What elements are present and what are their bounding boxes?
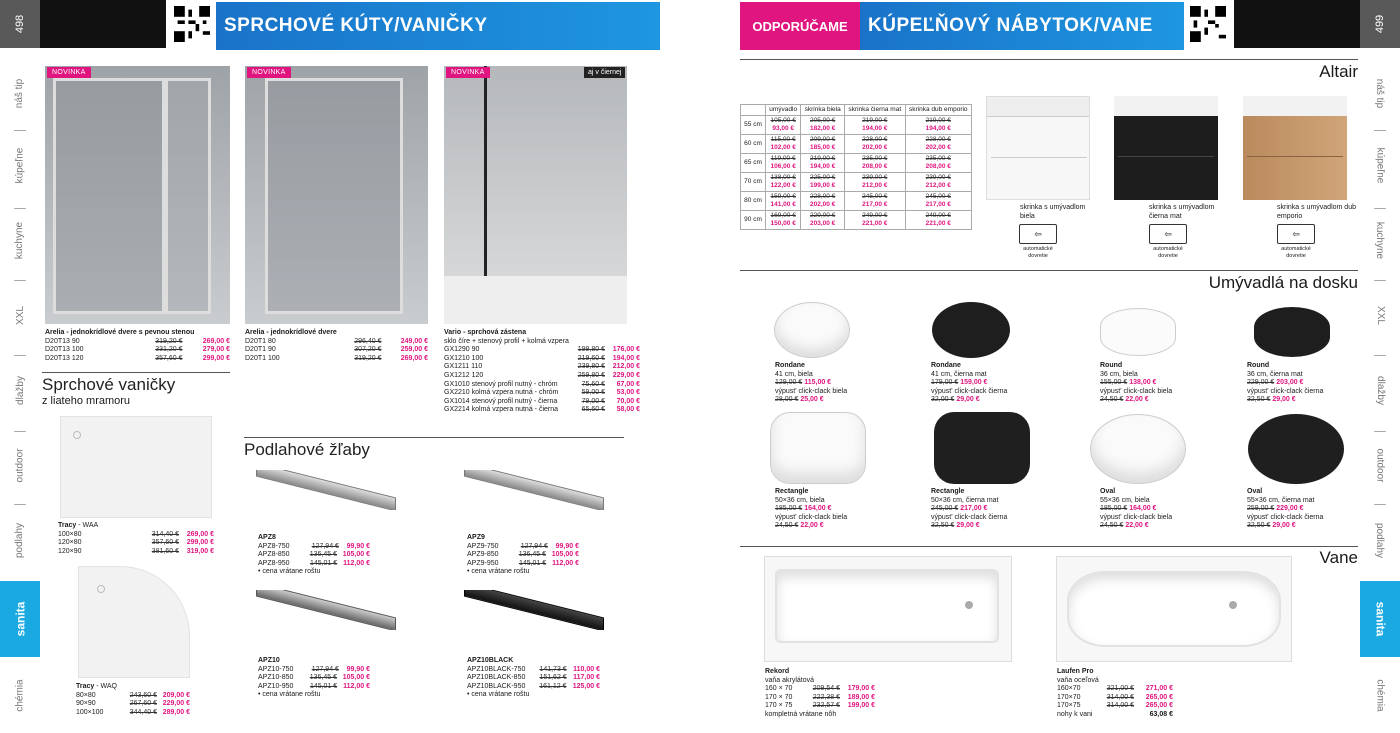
sidebar-item-xxl[interactable]: XXL [14,306,26,325]
product-image-laufen-pro [1056,556,1292,662]
product-info-tray-waq: Tracy - WAQ 80×80 243,60 € 209,00 € 90×90 267,60 € 229,00 € 100×100 344,40 € 289,00 € [76,683,190,716]
altair-price-table: umývadlo skrinka biela skrinka čierna mat skrinka dub emporio 55 cm 105,00 € 93,00 € 205,00 € 182,00 € 219,00 € 194,00 € 219,00 € 194,00 € 60 cm 115,00 € 102,00 € 209,00 € 185,00 € 228,00 € 202,00 € 228,00 € 202,00 € 65 cm 119,00 € 106,00 € 219,00 € 194,00 € 235,00 € 208,00 € 235,00 € 208,00 € 70 cm 138,00 € 122,00 € 225,00 € 199,00 € 239,00 € 212,00 € 239,00 € 212,00 € 80 cm 159,00 € 141,00 € 228,00 € 202,00 € 245,00 € 217,00 € 245,00 € 217,00 € 90 cm 169,00 € 150,00 € 229,00 € 203,00 € 249,00 € 221,00 € 249,00 € 221,00 € [740,104,972,230]
sidebar-item-kupelne[interactable]: kúpeľne [14,147,26,184]
product-image-altair-black [1114,96,1218,200]
header-title-left: SPRCHOVÉ KÚTY/VANIČKY [216,2,660,50]
section-title-basins: Umývadlá na dosku [1208,273,1358,292]
badge-novinka: NOVINKA [446,67,490,78]
product-image-oval-black [1248,414,1344,484]
product-image-round-white [1100,308,1176,356]
product-image-apz10 [256,590,396,630]
sidebar-item-outdoor[interactable]: outdoor [1374,448,1386,483]
product-info-oval-black: Oval 55×36 cm, čierna mat 259,00 € 229,00 € výpust' click-clack čierna 32,50 € 29,00 € [1247,488,1324,530]
table-row: 60 cm 115,00 € 102,00 € 209,00 € 185,00 € 228,00 € 202,00 € 228,00 € 202,00 € [741,135,972,154]
header-black-strip [40,0,166,48]
product-image-rondane-white [774,302,850,358]
product-image-oval-white [1090,414,1186,484]
sidebar-item-chemia[interactable]: chémia [14,679,26,712]
badge-aj-v-ciernej: aj v čiernej [584,67,625,78]
sidebar-item-sanita[interactable]: sanita [1360,581,1400,657]
product-info-apz10: APZ10 APZ10-750 127,94 € 99,90 € APZ10-850 136,45 € 105,00 € APZ10-950 145,01 € 112,00 € • cena vrátane roštu [258,657,370,699]
product-info-round-black: Round 36 cm, čierna mat 229,00 € 203,00 € výpust' click-clack čierna 32,50 € 29,00 € [1247,362,1324,404]
section-subtitle-trays: z liateho mramoru [42,395,131,407]
product-info-tray-waa: Tracy - WAA 100×80 314,40 € 269,00 € 120×80 357,60 € 299,00 € 120×90 381,60 € 319,00 € [58,522,214,555]
product-info-rectangle-black: Rectangle 50×36 cm, čierna mat 245,00 € 217,00 € výpust' click-clack čierna 32,50 € 29,00 € [931,488,1008,530]
badge-novinka: NOVINKA [247,67,291,78]
product-image-tray-waa [60,416,212,518]
product-image-apz9 [464,470,604,510]
product-image-round-black [1254,307,1330,357]
product-info-apz8: APZ8 APZ8-750 127,94 € 99,90 € APZ8-850 136,45 € 105,00 € APZ8-950 145,01 € 112,00 € • cena vrátane roštu [258,534,370,576]
sidebar-item-podlahy[interactable]: podlahy [1374,522,1386,559]
sidebar-item-nas-tip[interactable]: náš tip [14,78,26,108]
product-info-apz9: APZ9 APZ9-750 127,94 € 99,90 € APZ9-850 136,45 € 105,00 € APZ9-950 145,01 € 112,00 € • cena vrátane roštu [467,534,579,576]
section-title-tubs: Vane [1319,548,1358,567]
sidebar-item-xxl[interactable]: XXL [1374,306,1386,325]
product-info-rectangle-white: Rectangle 50×36 cm, biela 185,00 € 164,00 € výpust' click-clack biela 24,50 € 22,00 € [775,488,848,530]
sidebar-item-outdoor[interactable]: outdoor [14,448,26,483]
product-image-rekord [764,556,1012,662]
door-icon: ⇦ [1277,224,1315,244]
right-sidebar [1360,48,1400,733]
product-info-vario: Vario - sprchová zástena sklo číre + stenový profil + kolmá vzpera GX1290 90 199,80 € 176,00 € GX1210 100 219,60 € 194,00 € GX1211 110 239,80 € 212,00 € GX1212 120 259,80 € 229,00 € GX1010 stenový profil nutný - chróm 75,60 € 67,00 € GX2210 kolmá vzpera nutná - chróm 59,00 € 53,00 € GX1014 stenový profil nutný - čierna 79,00 € 70,00 € GX2214 kolmá vzpera nutná - čierna 65,60 € 58,00 € [444,329,640,414]
product-info-arelia-1: Arelia - jednokrídlové dvere s pevnou stenou D20T13 90 319,20 € 269,00 € D20T13 100 331,20 € 279,00 € D20T13 120 357,60 € 299,00 € [45,329,230,362]
altair-label-oak: skrinka s umývadlom dub emporio [1277,204,1356,220]
auto-close-badge: ⇦ automatické dovretie [1274,224,1318,259]
auto-close-badge: ⇦ automatické dovretie [1016,224,1060,259]
sidebar-item-kuchyne[interactable]: kuchyne [1374,221,1386,260]
product-image-rectangle-white [770,412,866,484]
left-sidebar [0,48,40,733]
product-image-tray-waq [78,566,190,678]
section-title-trays: Sprchové vaničky [42,375,176,394]
sidebar-item-kuchyne[interactable]: kuchyne [14,221,26,260]
product-image-altair-oak [1243,96,1347,200]
door-icon: ⇦ [1019,224,1057,244]
header-black-strip [1234,0,1360,48]
auto-close-badge: ⇦ automatické dovretie [1146,224,1190,259]
sidebar-item-chemia[interactable]: chémia [1374,679,1386,712]
sidebar-item-nas-tip[interactable]: náš tip [1374,78,1386,108]
sidebar-item-dlazby[interactable]: dlažby [14,376,26,405]
header-title-right: KÚPEĽŇOVÝ NÁBYTOK/VANE [860,2,1184,50]
table-row: 90 cm 169,00 € 150,00 € 229,00 € 203,00 € 249,00 € 221,00 € 249,00 € 221,00 € [741,211,972,230]
product-image-rectangle-black [934,412,1030,484]
table-row: 80 cm 159,00 € 141,00 € 228,00 € 202,00 € 245,00 € 217,00 € 245,00 € 217,00 € [741,192,972,211]
section-title-altair: Altair [1319,62,1358,81]
qr-code-icon[interactable] [1188,4,1228,44]
product-info-rekord: Rekord vaňa akrylátová 160 × 70 209,54 € 179,00 € 170 × 70 222,38 € 189,00 € 170 × 75 232,57 € 199,00 € kompletná vrátane nôh [765,668,875,718]
product-info-rondane-black: Rondane 41 cm, čierna mat 179,00 € 159,00 € výpust' click-clack čierna 32,00 € 29,00 € [931,362,1008,404]
table-row: 55 cm 105,00 € 93,00 € 205,00 € 182,00 € 219,00 € 194,00 € 219,00 € 194,00 € [741,116,972,135]
product-info-laufen-pro: Laufen Pro vaňa oceľová 160×70 321,00 € 271,00 € 170×70 314,00 € 265,00 € 170×75 314,00 € 265,00 € nohy k vani 63,08 € [1057,668,1173,718]
page-number-left: 498 [0,0,40,48]
sidebar-item-kupelne[interactable]: kúpeľne [1374,147,1386,184]
sidebar-item-podlahy[interactable]: podlahy [14,522,26,559]
section-title-drains: Podlahové žľaby [244,440,370,459]
product-info-oval-white: Oval 55×36 cm, biela 185,00 € 164,00 € výpust' click-clack biela 24,50 € 22,00 € [1100,488,1173,530]
product-image-altair-white [986,96,1090,200]
qr-code-icon[interactable] [172,4,212,44]
product-image-arelia-2 [245,66,428,324]
product-info-apz10black: APZ10BLACK APZ10BLACK-750 141,73 € 110,00 € APZ10BLACK-850 151,62 € 117,00 € APZ10BLACK-950 161,12 € 125,00 € • cena vrátane roštu [467,657,600,699]
product-image-rondane-black [932,302,1010,358]
altair-label-white: skrinka s umývadlom biela [1020,204,1086,220]
badge-novinka: NOVINKA [47,67,91,78]
product-image-arelia-1 [45,66,230,324]
product-info-round-white: Round 36 cm, biela 155,00 € 138,00 € výpust' click-clack biela 24,50 € 22,00 € [1100,362,1173,404]
product-image-apz8 [256,470,396,510]
altair-label-black: skrinka s umývadlom čierna mat [1149,204,1215,220]
product-info-arelia-2: Arelia - jednokrídlové dvere D20T1 80 296,40 € 249,00 € D20T1 90 307,20 € 259,00 € D20T1 100 319,20 € 269,00 € [245,329,428,362]
door-icon: ⇦ [1149,224,1187,244]
table-row: 65 cm 119,00 € 106,00 € 219,00 € 194,00 € 235,00 € 208,00 € 235,00 € 208,00 € [741,154,972,173]
product-image-apz10black [464,590,604,630]
product-info-rondane-white: Rondane 41 cm, biela 129,00 € 115,00 € výpust' click-clack biela 28,00 € 25,00 € [775,362,848,404]
product-image-vario [444,66,627,324]
page-number-right: 499 [1360,0,1400,48]
sidebar-item-dlazby[interactable]: dlažby [1374,376,1386,405]
table-row: 70 cm 138,00 € 122,00 € 225,00 € 199,00 € 239,00 € 212,00 € 239,00 € 212,00 € [741,173,972,192]
recommend-badge: ODPORÚČAME [740,2,860,50]
sidebar-item-sanita[interactable]: sanita [0,581,40,657]
